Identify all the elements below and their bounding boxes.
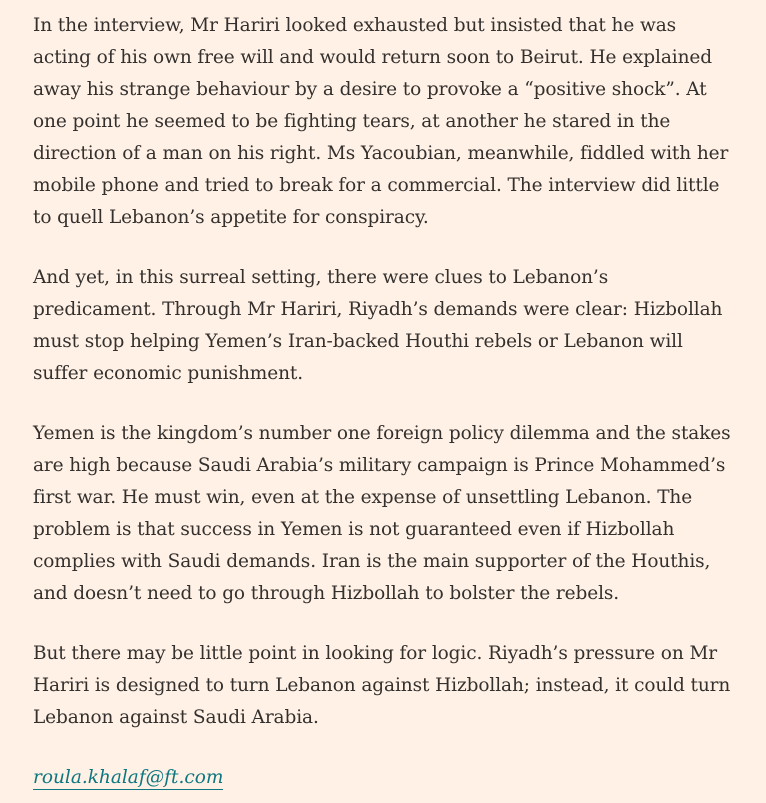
article-paragraph-1: In the interview, Mr Hariri looked exhausted but insisted that he was acting of his own free will and would return soon to Beirut. He explained away his strange behaviour by a desire to provoke a “positive shock”. At one point he seemed to be fighting tears, at another he stared in the direction of a man on his right. Ms Yacoubian, meanwhile, fiddled with her mobile phone and tried to break for a commercial. The interview did little to quell Lebanon’s appetite for conspiracy. (33, 15, 729, 228)
author-contact (33, 762, 735, 794)
article-body (33, 10, 735, 794)
article-paragraph-3: Yemen is the kingdom’s number one foreign policy dilemma and the stakes are high because Saudi Arabia’s military campaign is Prince Mohammed’s first war. He must win, even at the expense of unsettling Lebanon. The problem is that success in Yemen is not guaranteed even if Hizbollah complies with Saudi demands. Iran is the main supporter of the Houthis, and doesn’t need to go through Hizbollah to bolster the rebels. (33, 423, 731, 604)
author-email-link[interactable]: roula.khalaf@ft.com (33, 767, 224, 788)
article-paragraph-2: And yet, in this surreal setting, there were clues to Lebanon’s predicament. Through Mr Hariri, Riyadh’s demands were clear: Hizbollah must stop helping Yemen’s Iran-backed Houthi rebels or Lebanon will suffer economic punishment. (33, 267, 723, 384)
article-paragraph-4: But there may be little point in looking for logic. Riyadh’s pressure on Mr Hariri is designed to turn Lebanon against Hizbollah; instead, it could turn Lebanon against Saudi Arabia. (33, 643, 731, 728)
